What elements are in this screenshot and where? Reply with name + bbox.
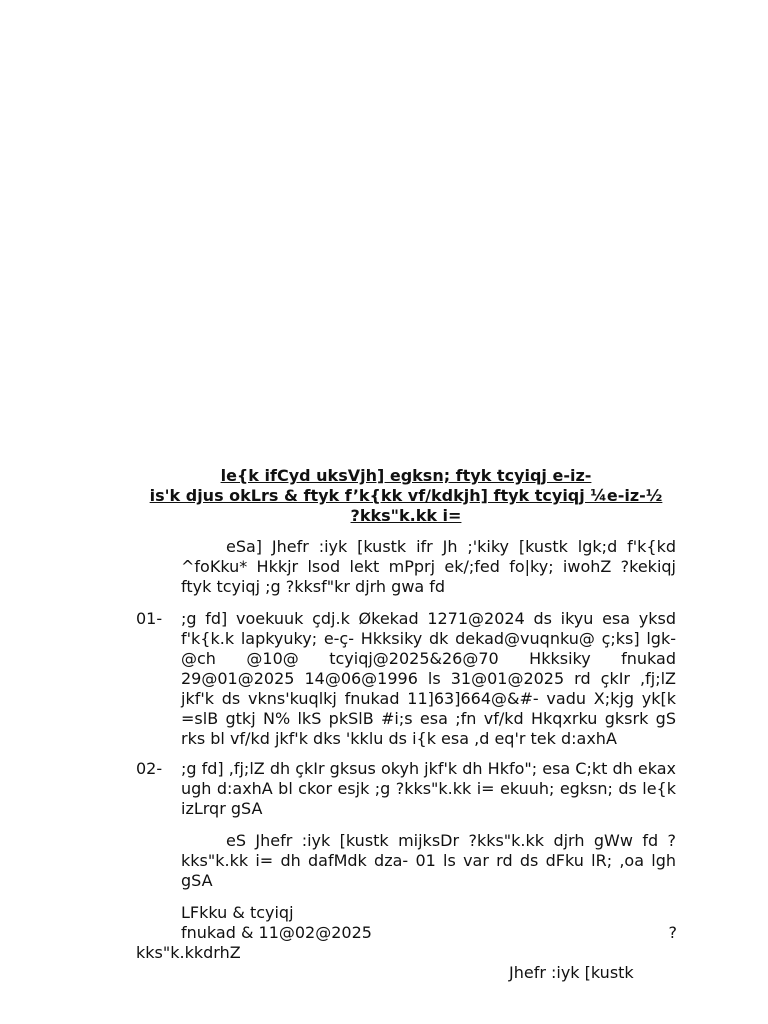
document-title xyxy=(136,466,676,526)
declarant-label-end: kks"k.kkdrhZ xyxy=(136,943,241,962)
declarant-label-start: ? xyxy=(668,923,677,942)
declarant-name: Jhefr :iyk [kustk xyxy=(509,963,634,982)
item-number-2: 02- xyxy=(136,759,163,778)
footer-place: LFkku & tcyiqj xyxy=(181,903,294,922)
footer-date: fnukad & 11@02@2025 xyxy=(181,923,372,942)
intro-paragraph: eSa] Jhefr :iyk [kustk ifr Jh ;'kiky [kustk lgk;d f'k{kd ^foKku* Hkkjr lsod lekt mPprj ek/;fed fo|ky; iwohZ ?kekiqj ftyk tcyiqj ;g ?kksf"kr djrh gwa fd xyxy=(181,537,676,596)
closing-paragraph: eS Jhefr :iyk [kustk mijksDr ?kks"k.kk djrh gWw fd ?kks"k.kk i= dh dafMdk dza- 01 ls var rd ds dFku lR; ,oa lgh gSA xyxy=(181,831,676,890)
item-number-1: 01- xyxy=(136,609,163,628)
title-line-2: is'k djus okLrs & ftyk f’k{kk vf/kdkjh] ftyk tcyiqj ¼e-iz-½ xyxy=(149,486,663,505)
title-line-1: le{k ifCyd uksVjh] egksn; ftyk tcyiqj e-iz- xyxy=(220,466,592,485)
title-line-3: ?kks"k.kk i= xyxy=(350,506,462,525)
item-text-1: ;g fd] voekuuk çdj.k Økekad 1271@2024 ds ikyu esa yksd f'k{k.k lapkyuky; e-ç- Hkksiky dk dekad@vuqnku@ ç;ks] lgk-@ch @10@ tcyiqj@2025&26@70 Hkksiky fnukad 29@01@2025 14@06@1996 ls 31@01@2025 rd çkIr ,fj;lZ jkf'k ds vkns'kuqlkj fnukad 11]63]664@&#- vadu X;kjg yk[k =slB gtkj N% lkS pkSlB #i;s esa ;fn vf/kd Hkqxrku gksrk gS rks bl vf/kd jkf'k dks 'kklu ds i{k esa ,d eq'r tek d:axhA xyxy=(181,609,676,748)
item-text-2: ;g fd] ,fj;lZ dh çkIr gksus okyh jkf'k dh Hkfo"; esa C;kt dh ekax ugh d:axhA bl ckor esjk ;g ?kks"k.kk i= ekuuh; egksn; ds le{k izLrqr gSA xyxy=(181,759,676,818)
